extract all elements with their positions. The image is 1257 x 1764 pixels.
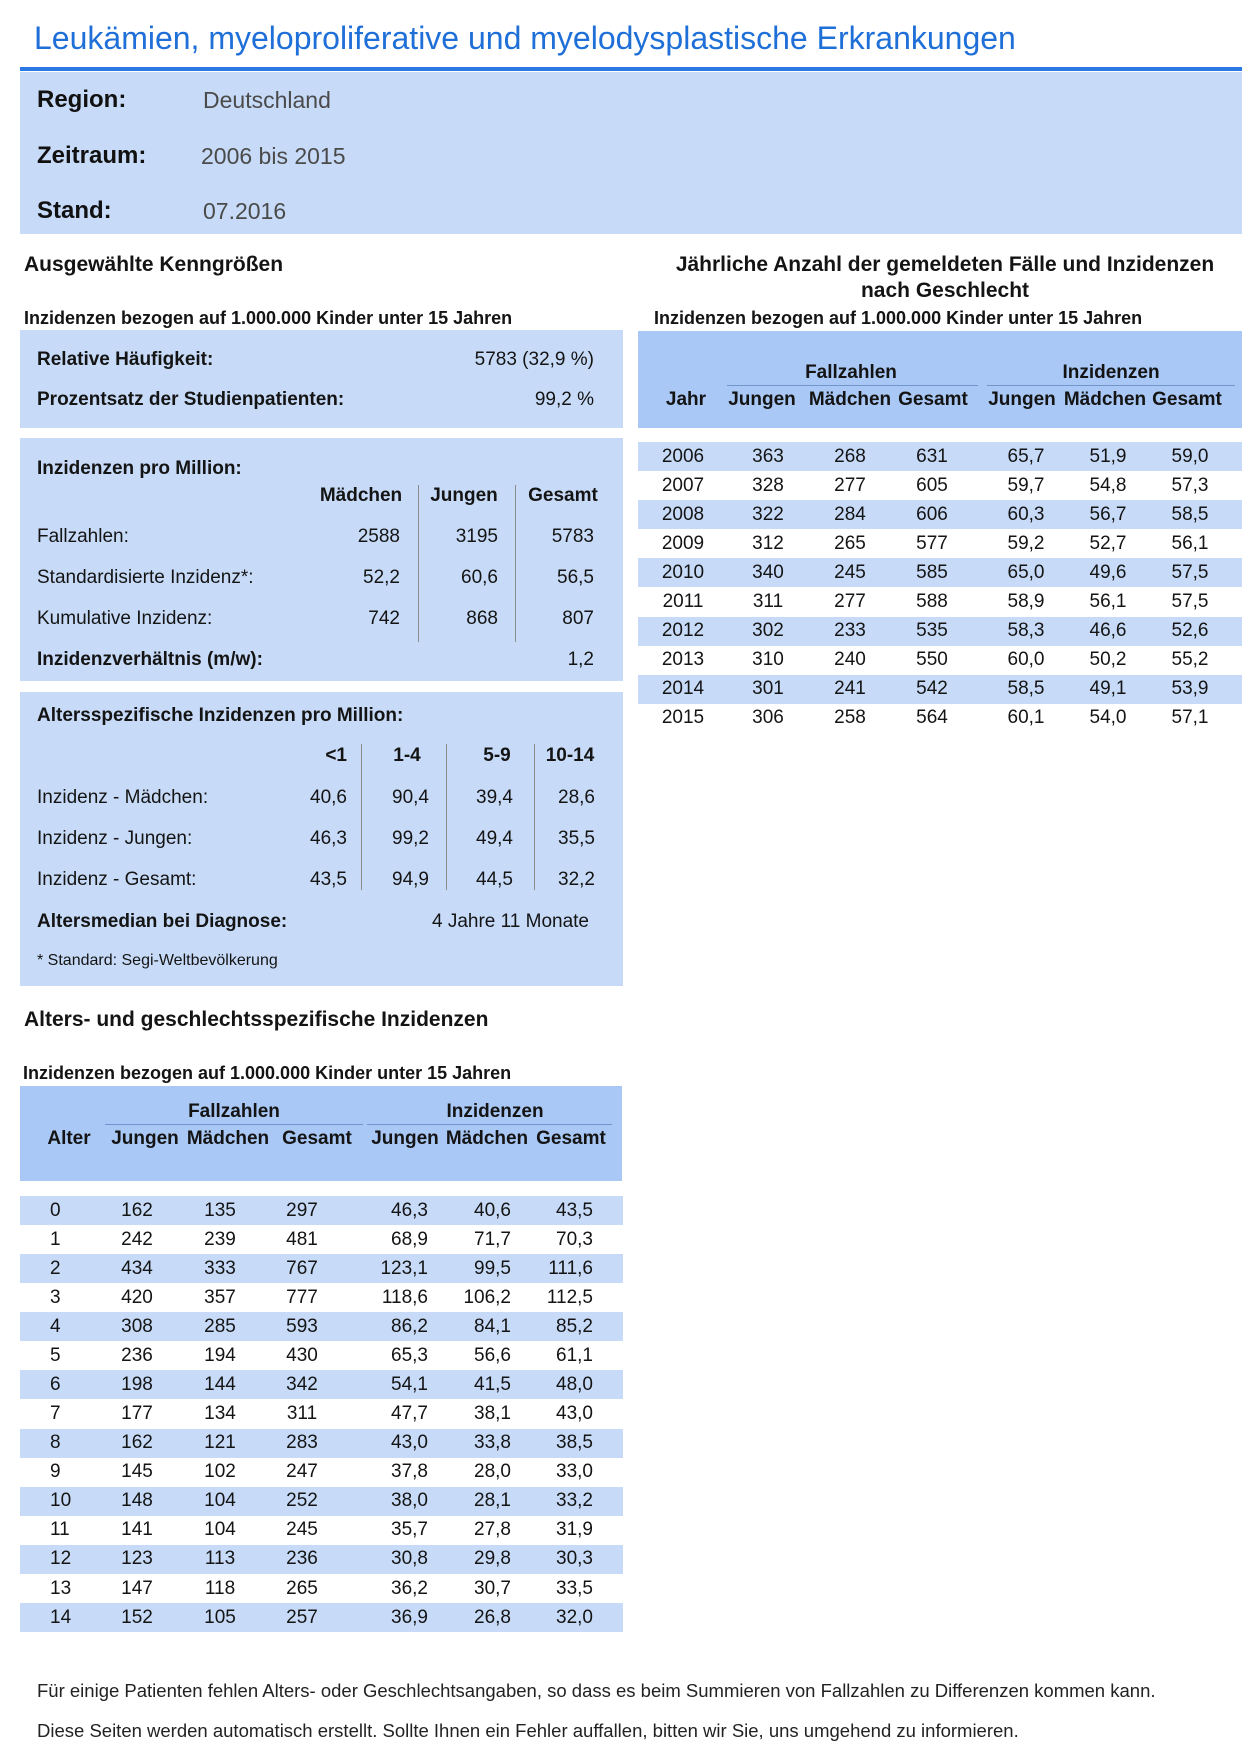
annual-group-label: Inzidenzen xyxy=(1062,362,1160,383)
age-specific-value: 28,6 xyxy=(558,787,595,808)
annual-value-cell: 56,1 xyxy=(1171,532,1209,554)
annual-value-cell: 56,7 xyxy=(1089,503,1127,525)
age-specific-row-label: Inzidenz - Mädchen: xyxy=(37,787,209,808)
age-sex-value-cell: 242 xyxy=(121,1228,153,1250)
per-million-value: 5783 xyxy=(551,526,594,547)
relative-frequency-value: 5783 (32,9 %) xyxy=(474,349,594,370)
annual-value-cell: 265 xyxy=(834,532,866,554)
per-million-value: 868 xyxy=(466,608,498,629)
annual-value-cell: 58,5 xyxy=(1007,678,1045,700)
annual-value-cell: 46,6 xyxy=(1089,620,1127,642)
age-sex-value-cell: 112,5 xyxy=(546,1286,593,1308)
annual-value-cell: 277 xyxy=(834,474,866,496)
age-specific-value: 44,5 xyxy=(476,869,513,890)
annual-value-cell: 302 xyxy=(752,620,784,642)
age-specific-value: 39,4 xyxy=(476,787,513,808)
age-sex-column-header: Jungen xyxy=(371,1128,439,1149)
annual-value-cell: 245 xyxy=(834,561,866,583)
annual-value-cell: 535 xyxy=(916,620,948,642)
age-sex-value-cell: 61,1 xyxy=(556,1344,593,1366)
age-sex-age-cell: 7 xyxy=(50,1403,61,1425)
age-sex-value-cell: 99,5 xyxy=(474,1257,511,1279)
age-sex-value-cell: 86,2 xyxy=(391,1315,428,1337)
per-million-value: 56,5 xyxy=(557,567,594,588)
age-sex-value-cell: 342 xyxy=(286,1373,318,1395)
annual-value-cell: 605 xyxy=(916,474,948,496)
age-specific-value: 49,4 xyxy=(476,828,513,849)
age-sex-value-cell: 30,3 xyxy=(556,1548,593,1570)
age-sex-value-cell: 47,7 xyxy=(391,1403,428,1425)
age-sex-value-cell: 102 xyxy=(204,1461,236,1483)
age-sex-value-cell: 357 xyxy=(204,1286,236,1308)
period-label: Zeitraum: xyxy=(37,142,147,169)
annual-year-cell: 2007 xyxy=(661,474,705,496)
age-sex-value-cell: 123,1 xyxy=(380,1257,428,1279)
age-sex-value-cell: 333 xyxy=(204,1257,236,1279)
age-specific-heading: Altersspezifische Inzidenzen pro Million: xyxy=(37,705,404,726)
page-title: Leukämien, myeloproliferative und myelodysplastische Erkrankungen xyxy=(34,20,1016,56)
age-sex-value-cell: 144 xyxy=(204,1373,236,1395)
age-sex-value-cell: 236 xyxy=(286,1548,318,1570)
annual-value-cell: 49,6 xyxy=(1089,561,1127,583)
annual-year-cell: 2014 xyxy=(661,678,705,700)
annual-value-cell: 57,3 xyxy=(1171,474,1209,496)
age-sex-value-cell: 430 xyxy=(286,1344,318,1366)
annual-year-cell: 2009 xyxy=(661,532,705,554)
age-sex-value-cell: 41,5 xyxy=(474,1373,511,1395)
annual-heading-line-2: nach Geschlecht xyxy=(860,279,1030,302)
annual-value-cell: 310 xyxy=(752,649,784,671)
age-sex-group-underline xyxy=(367,1124,612,1125)
annual-value-cell: 363 xyxy=(752,445,784,467)
per-million-value: 60,6 xyxy=(461,567,498,588)
annual-group-underline xyxy=(727,385,978,386)
annual-value-cell: 57,1 xyxy=(1171,707,1209,729)
annual-value-cell: 311 xyxy=(752,591,784,612)
age-sex-value-cell: 113 xyxy=(204,1548,236,1570)
annual-value-cell: 258 xyxy=(834,707,866,729)
age-sex-value-cell: 30,8 xyxy=(391,1548,428,1570)
age-sex-value-cell: 38,1 xyxy=(474,1403,511,1425)
annual-group-underline xyxy=(987,385,1235,386)
age-sex-value-cell: 147 xyxy=(121,1577,153,1599)
annual-value-cell: 56,1 xyxy=(1089,591,1127,612)
age-sex-value-cell: 33,0 xyxy=(556,1461,593,1483)
annual-value-cell: 588 xyxy=(916,591,948,612)
annual-value-cell: 57,5 xyxy=(1171,591,1209,612)
ratio-value: 1,2 xyxy=(567,649,594,670)
age-sex-age-cell: 10 xyxy=(50,1490,72,1512)
age-sex-value-cell: 198 xyxy=(121,1373,153,1395)
age-sex-age-cell: 6 xyxy=(50,1373,61,1395)
age-sex-value-cell: 111,6 xyxy=(548,1257,593,1279)
annual-value-cell: 277 xyxy=(834,591,866,612)
age-sex-value-cell: 36,9 xyxy=(391,1606,428,1628)
age-sex-value-cell: 481 xyxy=(286,1228,318,1250)
annual-value-cell: 301 xyxy=(752,678,784,700)
age-specific-column-header: 10-14 xyxy=(545,745,595,766)
annual-column-header: Jungen xyxy=(728,389,796,410)
age-sex-value-cell: 104 xyxy=(204,1519,236,1541)
annual-value-cell: 564 xyxy=(916,707,948,729)
age-sex-value-cell: 37,8 xyxy=(391,1461,428,1483)
annual-year-cell: 2013 xyxy=(661,649,705,671)
age-sex-value-cell: 38,0 xyxy=(391,1490,428,1512)
annual-value-cell: 340 xyxy=(752,561,784,583)
age-sex-value-cell: 70,3 xyxy=(556,1228,593,1250)
per-million-value: 807 xyxy=(562,608,594,629)
age-sex-value-cell: 71,7 xyxy=(474,1228,511,1250)
status-value: 07.2016 xyxy=(203,198,287,224)
age-sex-value-cell: 43,0 xyxy=(391,1432,428,1454)
annual-value-cell: 306 xyxy=(752,707,784,729)
age-sex-age-cell: 13 xyxy=(50,1577,72,1599)
annual-value-cell: 59,7 xyxy=(1007,474,1045,496)
annual-year-cell: 2015 xyxy=(661,707,705,729)
age-sex-column-header: Mädchen xyxy=(186,1128,270,1149)
age-sex-value-cell: 65,3 xyxy=(391,1344,428,1366)
age-sex-value-cell: 252 xyxy=(286,1490,318,1512)
age-sex-value-cell: 308 xyxy=(121,1315,153,1337)
age-sex-value-cell: 26,8 xyxy=(474,1606,511,1628)
annual-value-cell: 54,8 xyxy=(1089,474,1127,496)
age-sex-age-cell: 9 xyxy=(50,1461,61,1483)
age-sex-age-cell: 14 xyxy=(50,1606,72,1628)
annual-column-header: Mädchen xyxy=(1063,389,1147,410)
age-sex-value-cell: 257 xyxy=(286,1606,318,1628)
age-sex-age-cell: 8 xyxy=(50,1432,61,1454)
age-sex-value-cell: 29,8 xyxy=(474,1548,511,1570)
age-sex-value-cell: 152 xyxy=(121,1606,153,1628)
age-specific-row-label: Inzidenz - Gesamt: xyxy=(37,869,197,890)
age-sex-value-cell: 162 xyxy=(121,1432,153,1454)
age-sex-value-cell: 27,8 xyxy=(474,1519,511,1541)
age-sex-age-cell: 4 xyxy=(50,1315,61,1337)
age-sex-value-cell: 118 xyxy=(204,1577,236,1599)
annual-value-cell: 57,5 xyxy=(1171,561,1209,583)
age-sex-age-cell: 3 xyxy=(50,1286,61,1308)
annual-value-cell: 51,9 xyxy=(1089,445,1127,467)
study-patients-value: 99,2 % xyxy=(534,389,594,410)
per-million-column-header: Mädchen xyxy=(319,485,403,506)
annual-year-cell: 2006 xyxy=(661,445,705,467)
age-sex-age-cell: 11 xyxy=(50,1519,70,1541)
annual-year-cell: 2011 xyxy=(662,591,704,612)
age-sex-value-cell: 36,2 xyxy=(391,1577,428,1599)
annual-value-cell: 328 xyxy=(752,474,784,496)
age-sex-value-cell: 311 xyxy=(286,1403,318,1425)
per-million-row-label: Standardisierte Inzidenz*: xyxy=(37,567,254,588)
annual-value-cell: 65,0 xyxy=(1007,561,1045,583)
per-million-column-header: Jungen xyxy=(430,485,498,506)
age-sex-value-cell: 123 xyxy=(121,1548,153,1570)
age-sex-value-cell: 43,0 xyxy=(556,1403,593,1425)
age-specific-value: 43,5 xyxy=(310,869,347,890)
annual-value-cell: 241 xyxy=(834,678,866,700)
age-sex-value-cell: 46,3 xyxy=(391,1199,428,1221)
annual-value-cell: 50,2 xyxy=(1089,649,1127,671)
age-sex-value-cell: 297 xyxy=(286,1199,318,1221)
annual-value-cell: 60,1 xyxy=(1007,707,1045,729)
age-sex-value-cell: 247 xyxy=(286,1461,318,1483)
annual-column-header: Mädchen xyxy=(808,389,892,410)
age-sex-age-cell: 5 xyxy=(50,1344,61,1366)
age-specific-value: 32,2 xyxy=(558,869,595,890)
age-sex-value-cell: 777 xyxy=(286,1286,318,1308)
age-sex-value-cell: 48,0 xyxy=(556,1373,593,1395)
age-sex-heading: Alters- und geschlechtsspezifische Inzidenzen xyxy=(24,1008,489,1031)
annual-column-header: Gesamt xyxy=(1152,389,1222,410)
annual-value-cell: 54,0 xyxy=(1089,707,1127,729)
age-sex-value-cell: 767 xyxy=(286,1257,318,1279)
age-specific-column-header: 1-4 xyxy=(393,745,421,766)
annual-column-header: Gesamt xyxy=(898,389,968,410)
annual-value-cell: 59,2 xyxy=(1007,532,1045,554)
annual-value-cell: 58,9 xyxy=(1007,591,1045,612)
age-sex-value-cell: 141 xyxy=(121,1519,153,1541)
annual-group-label: Fallzahlen xyxy=(805,362,897,383)
per-million-heading: Inzidenzen pro Million: xyxy=(37,458,242,479)
annual-value-cell: 55,2 xyxy=(1171,649,1209,671)
annual-value-cell: 312 xyxy=(752,532,784,554)
age-sex-column-header: Gesamt xyxy=(536,1128,606,1149)
age-specific-value: 99,2 xyxy=(392,828,429,849)
annual-value-cell: 60,0 xyxy=(1007,649,1045,671)
age-sex-value-cell: 245 xyxy=(286,1519,318,1541)
age-sex-value-cell: 145 xyxy=(121,1461,153,1483)
annual-value-cell: 542 xyxy=(916,678,948,700)
annual-value-cell: 631 xyxy=(916,445,948,467)
age-sex-value-cell: 239 xyxy=(204,1228,236,1250)
summary-panel xyxy=(20,330,623,428)
per-million-row-label: Fallzahlen: xyxy=(37,526,129,547)
age-sex-value-cell: 162 xyxy=(121,1199,153,1221)
age-sex-value-cell: 85,2 xyxy=(556,1315,593,1337)
age-sex-value-cell: 420 xyxy=(121,1286,153,1308)
annual-value-cell: 59,0 xyxy=(1171,445,1209,467)
age-sex-age-cell: 12 xyxy=(50,1548,72,1570)
age-sex-value-cell: 40,6 xyxy=(474,1199,511,1221)
age-sex-value-cell: 68,9 xyxy=(391,1228,428,1250)
age-sex-subheading: Inzidenzen bezogen auf 1.000.000 Kinder unter 15 Jahren xyxy=(23,1063,512,1083)
age-sex-column-header: Jungen xyxy=(111,1128,179,1149)
annual-value-cell: 49,1 xyxy=(1089,678,1127,700)
annual-year-cell: 2008 xyxy=(661,503,705,525)
age-sex-value-cell: 593 xyxy=(286,1315,318,1337)
age-sex-value-cell: 236 xyxy=(121,1344,153,1366)
age-sex-value-cell: 38,5 xyxy=(556,1432,593,1454)
annual-column-header: Jahr xyxy=(665,389,707,410)
annual-value-cell: 58,3 xyxy=(1007,620,1045,642)
annual-value-cell: 65,7 xyxy=(1007,445,1045,467)
annual-column-header: Jungen xyxy=(988,389,1056,410)
age-sex-value-cell: 54,1 xyxy=(391,1373,428,1395)
age-sex-value-cell: 148 xyxy=(121,1490,153,1512)
relative-frequency-label: Relative Häufigkeit: xyxy=(37,349,214,370)
age-specific-column-header: 5-9 xyxy=(483,745,511,766)
status-label: Stand: xyxy=(37,197,112,224)
annual-value-cell: 577 xyxy=(916,532,948,554)
footer-note: Für einige Patienten fehlen Alters- oder Geschlechtsangaben, so dass es beim Summieren von Fallzahlen zu Differenzen kommen kann. xyxy=(37,1680,1156,1701)
annual-value-cell: 268 xyxy=(834,445,866,467)
title-rule xyxy=(20,67,1242,71)
annual-subheading: Inzidenzen bezogen auf 1.000.000 Kinder unter 15 Jahren xyxy=(654,308,1143,328)
age-sex-value-cell: 434 xyxy=(121,1257,153,1279)
annual-value-cell: 240 xyxy=(834,649,866,671)
annual-value-cell: 60,3 xyxy=(1007,503,1045,525)
age-sex-value-cell: 84,1 xyxy=(474,1315,511,1337)
study-patients-label: Prozentsatz der Studienpatienten: xyxy=(37,389,345,410)
age-sex-value-cell: 33,2 xyxy=(556,1490,593,1512)
per-million-value: 3195 xyxy=(455,526,498,547)
age-specific-row-label: Inzidenz - Jungen: xyxy=(37,828,193,849)
annual-value-cell: 58,5 xyxy=(1171,503,1209,525)
age-sex-value-cell: 106,2 xyxy=(463,1286,511,1308)
age-sex-value-cell: 43,5 xyxy=(556,1199,593,1221)
age-sex-column-header: Gesamt xyxy=(282,1128,352,1149)
annual-value-cell: 284 xyxy=(834,503,866,525)
age-sex-value-cell: 265 xyxy=(286,1577,318,1599)
annual-year-cell: 2010 xyxy=(661,561,705,583)
age-sex-value-cell: 30,7 xyxy=(474,1577,511,1599)
age-sex-value-cell: 28,0 xyxy=(474,1461,511,1483)
age-sex-value-cell: 285 xyxy=(204,1315,236,1337)
age-sex-value-cell: 135 xyxy=(204,1199,236,1221)
age-sex-value-cell: 32,0 xyxy=(556,1606,593,1628)
age-sex-value-cell: 56,6 xyxy=(474,1344,511,1366)
key-figures-subheading: Inzidenzen bezogen auf 1.000.000 Kinder unter 15 Jahren xyxy=(24,308,513,328)
age-sex-column-header: Mädchen xyxy=(445,1128,529,1149)
annual-heading-line-1: Jährliche Anzahl der gemeldeten Fälle und Inzidenzen xyxy=(675,253,1215,276)
age-sex-value-cell: 35,7 xyxy=(391,1519,428,1541)
age-specific-value: 90,4 xyxy=(392,787,429,808)
per-million-value: 2588 xyxy=(357,526,400,547)
region-label: Region: xyxy=(37,86,127,113)
per-million-column-header: Gesamt xyxy=(528,485,598,506)
annual-year-cell: 2012 xyxy=(661,620,705,642)
age-sex-value-cell: 33,5 xyxy=(556,1577,593,1599)
age-sex-value-cell: 283 xyxy=(286,1432,318,1454)
age-sex-group-label: Inzidenzen xyxy=(446,1101,544,1122)
age-sex-value-cell: 121 xyxy=(204,1432,236,1454)
age-specific-value: 40,6 xyxy=(310,787,347,808)
age-specific-value: 35,5 xyxy=(558,828,595,849)
per-million-row-label: Kumulative Inzidenz: xyxy=(37,608,213,629)
age-sex-value-cell: 194 xyxy=(204,1344,236,1366)
age-sex-value-cell: 33,8 xyxy=(474,1432,511,1454)
median-value: 4 Jahre 11 Monate xyxy=(431,911,589,932)
ratio-label: Inzidenzverhältnis (m/w): xyxy=(37,649,263,670)
age-specific-value: 94,9 xyxy=(392,869,429,890)
age-sex-value-cell: 105 xyxy=(204,1606,236,1628)
key-figures-heading: Ausgewählte Kenngrößen xyxy=(24,253,284,276)
age-sex-age-cell: 2 xyxy=(50,1257,61,1279)
annual-value-cell: 585 xyxy=(916,561,948,583)
annual-value-cell: 52,7 xyxy=(1089,532,1127,554)
age-sex-value-cell: 177 xyxy=(121,1403,153,1425)
age-sex-value-cell: 134 xyxy=(204,1403,236,1425)
age-specific-column-header: <1 xyxy=(325,745,347,766)
region-value: Deutschland xyxy=(203,87,331,113)
age-sex-column-header: Alter xyxy=(47,1128,91,1149)
age-sex-value-cell: 28,1 xyxy=(474,1490,511,1512)
annual-value-cell: 53,9 xyxy=(1171,678,1209,700)
annual-value-cell: 550 xyxy=(916,649,948,671)
age-sex-value-cell: 104 xyxy=(204,1490,236,1512)
annual-value-cell: 52,6 xyxy=(1171,620,1209,642)
annual-value-cell: 606 xyxy=(916,503,948,525)
age-sex-age-cell: 0 xyxy=(50,1199,61,1221)
age-sex-group-label: Fallzahlen xyxy=(188,1101,280,1122)
age-specific-value: 46,3 xyxy=(310,828,347,849)
footer-note: Diese Seiten werden automatisch erstellt. Sollte Ihnen ein Fehler auffallen, bitten wir Sie, uns umgehend zu informieren. xyxy=(37,1720,1019,1741)
annual-value-cell: 322 xyxy=(752,503,784,525)
per-million-value: 742 xyxy=(368,608,400,629)
age-sex-value-cell: 31,9 xyxy=(556,1519,593,1541)
footnote: * Standard: Segi-Weltbevölkerung xyxy=(37,952,278,969)
median-label: Altersmedian bei Diagnose: xyxy=(37,911,288,932)
age-sex-group-underline xyxy=(105,1124,363,1125)
age-sex-age-cell: 1 xyxy=(50,1228,61,1250)
period-value: 2006 bis 2015 xyxy=(201,143,346,169)
per-million-value: 52,2 xyxy=(363,567,400,588)
annual-value-cell: 233 xyxy=(834,620,866,642)
age-sex-value-cell: 118,6 xyxy=(381,1286,428,1308)
